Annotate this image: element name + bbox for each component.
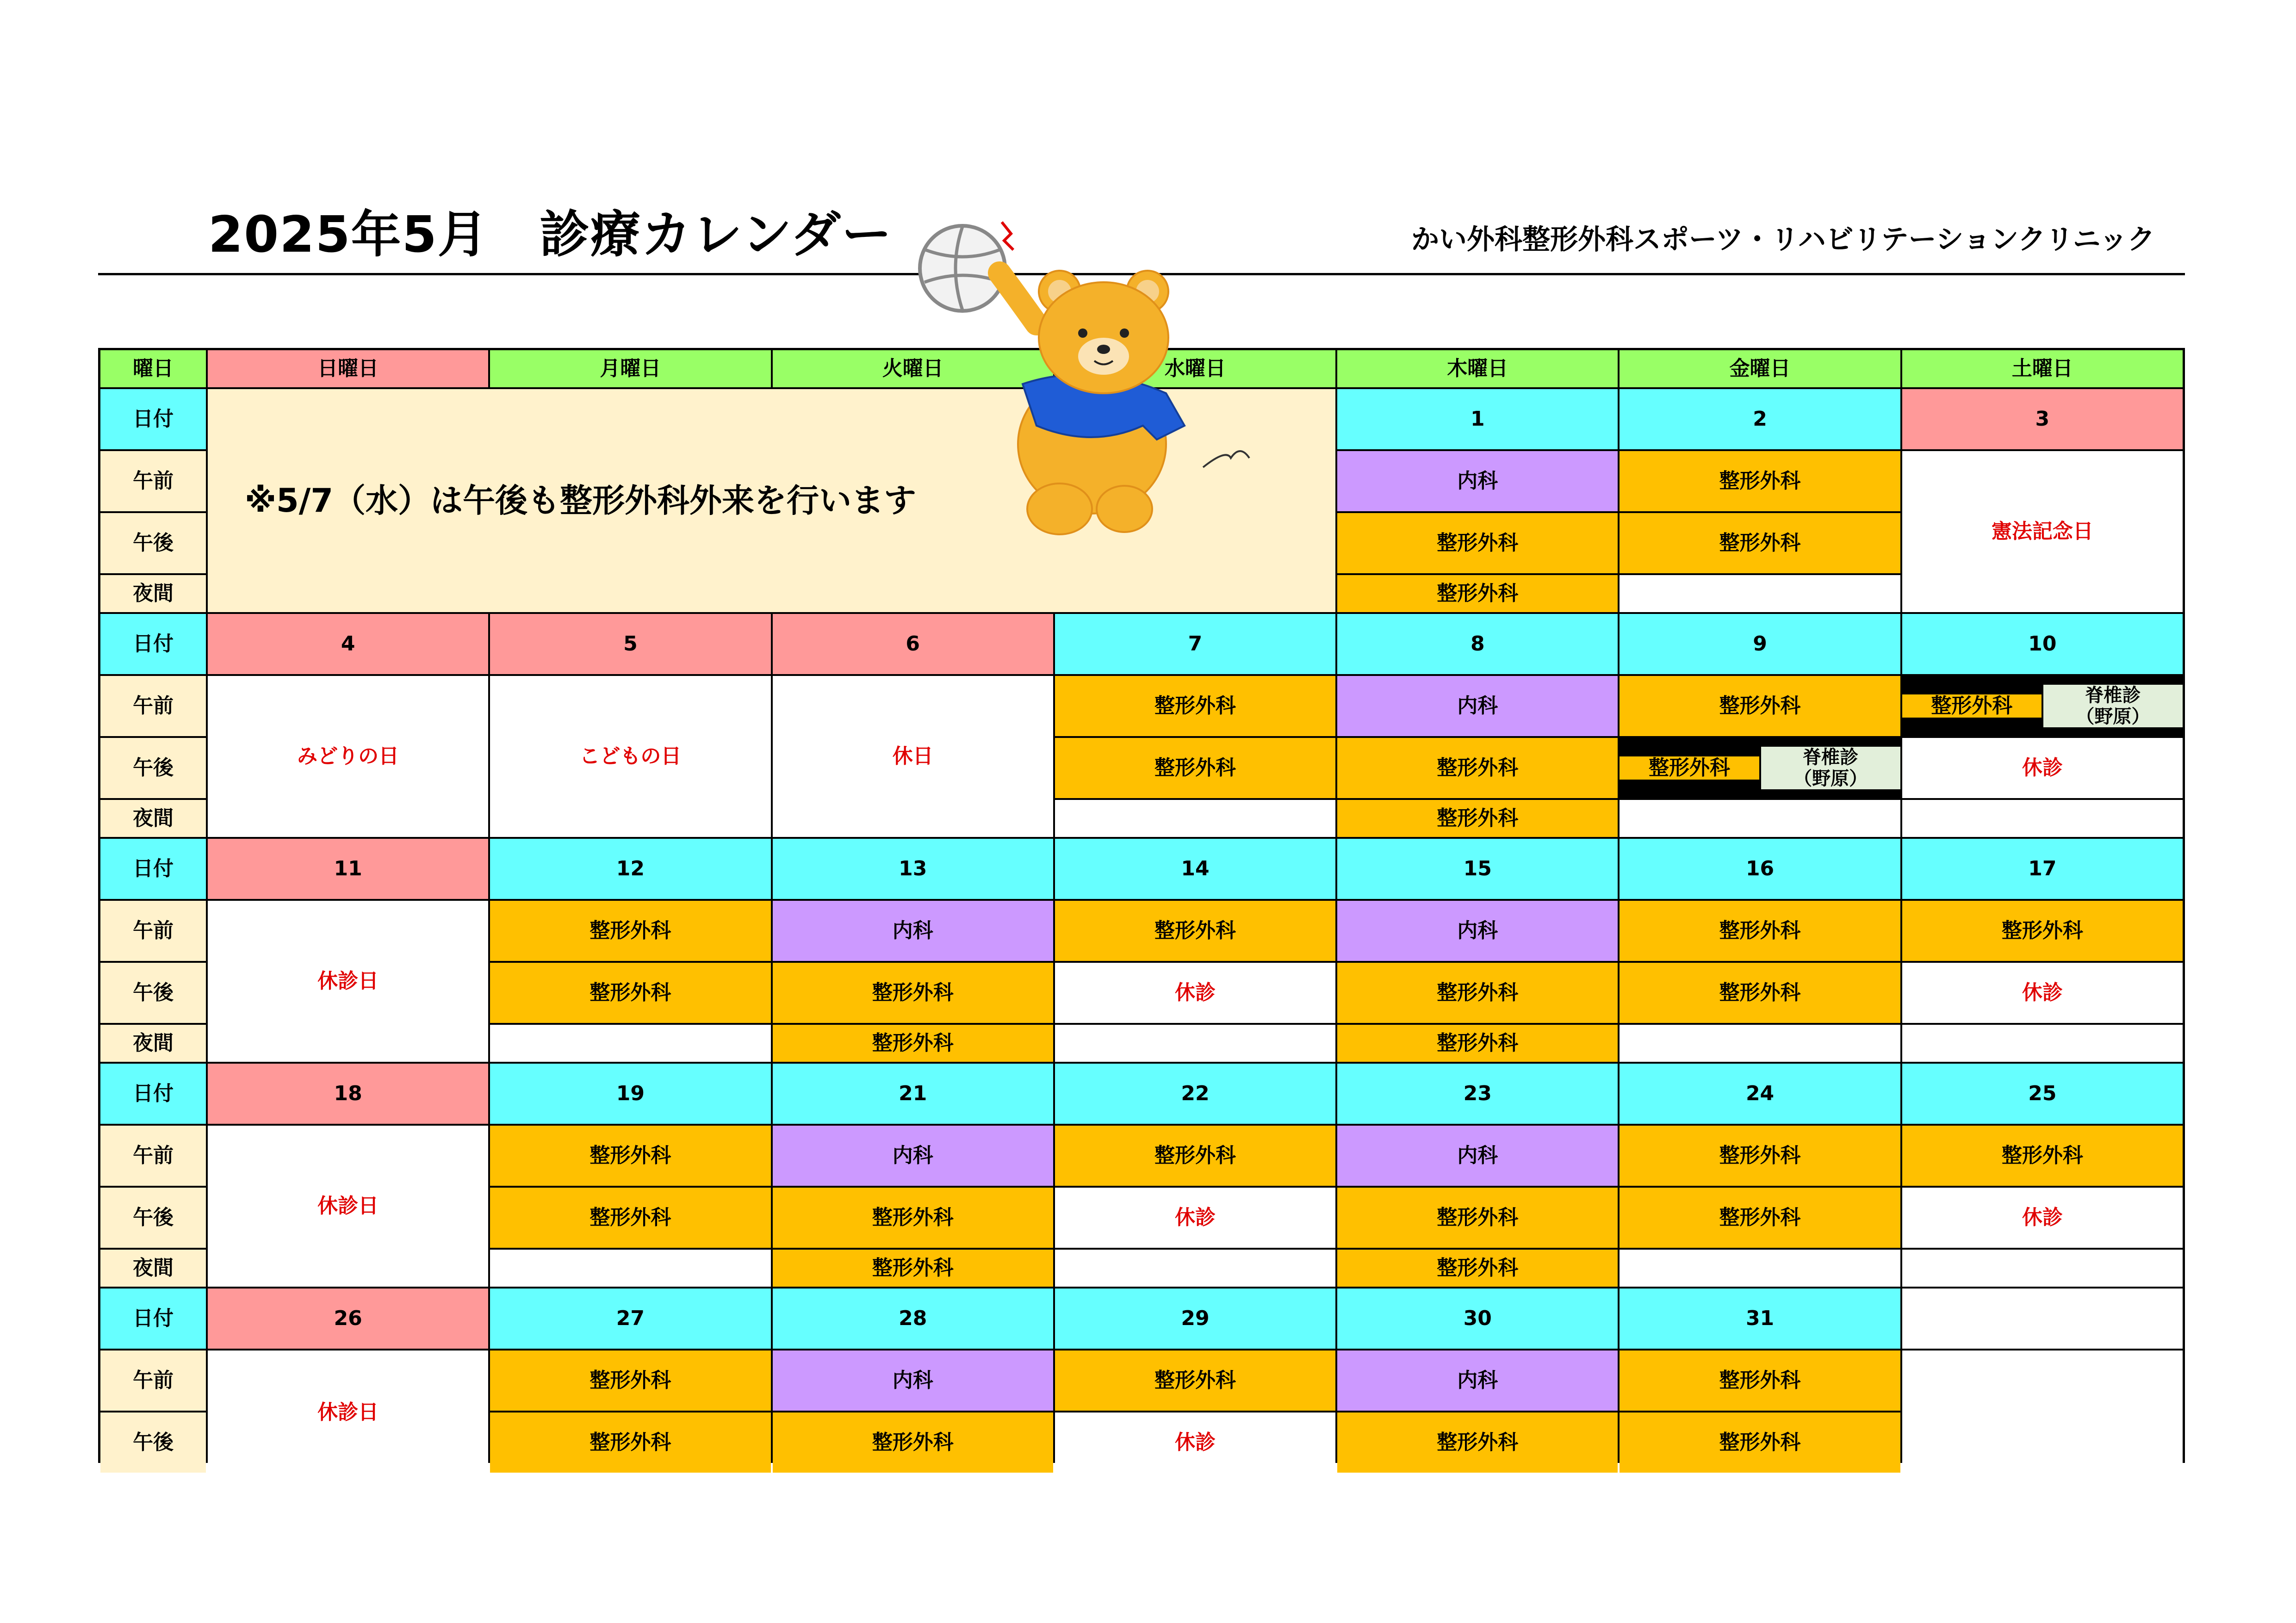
session-inner: 内科	[1337, 901, 1618, 961]
weekday-header: 月曜日	[490, 350, 770, 387]
weekday-header: 土曜日	[1902, 350, 2183, 387]
session-empty	[1902, 1350, 2183, 1474]
session-empty	[1902, 1025, 2183, 1062]
holiday-label: 休日	[773, 676, 1053, 837]
night-row-label: 夜間	[100, 1025, 206, 1062]
date-cell: 24	[1620, 1064, 1900, 1124]
date-cell: 5	[490, 614, 770, 674]
pm-row-label: 午後	[100, 963, 206, 1023]
am-row-label: 午前	[100, 1350, 206, 1411]
session-ortho: 整形外科	[490, 963, 770, 1023]
session-ortho: 整形外科	[1337, 1025, 1618, 1062]
holiday-label: みどりの日	[208, 676, 488, 837]
date-cell: 9	[1620, 614, 1900, 674]
session-closed: 休診	[1902, 738, 2183, 798]
holiday-label: こどもの日	[490, 676, 770, 837]
session-ortho: 整形外科	[773, 1250, 1053, 1287]
am-row-label: 午前	[100, 1126, 206, 1186]
date-cell: 6	[773, 614, 1053, 674]
session-ortho: 整形外科	[1620, 901, 1900, 961]
session-empty	[1902, 800, 2183, 837]
page-title: 2025年5月 診療カレンダー	[208, 206, 893, 264]
session-empty	[1055, 1250, 1335, 1287]
weekday-header: 金曜日	[1620, 350, 1900, 387]
weekday-header: 水曜日	[1055, 350, 1335, 387]
session-empty	[1620, 1025, 1900, 1062]
session-split	[1620, 738, 1900, 798]
session-ortho: 整形外科	[1620, 963, 1900, 1023]
weekday-header: 木曜日	[1337, 350, 1618, 387]
am-row-label: 午前	[100, 676, 206, 736]
session-closed: 休診	[1902, 963, 2183, 1023]
session-ortho: 整形外科	[1620, 1188, 1900, 1248]
session-empty	[490, 1250, 770, 1287]
session-spine: 脊椎診 （野原）	[2043, 685, 2183, 727]
date-cell: 19	[490, 1064, 770, 1124]
weekday-header-label: 曜日	[100, 350, 206, 387]
session-inner: 内科	[1337, 451, 1618, 511]
session-ortho: 整形外科	[773, 1412, 1053, 1473]
session-ortho: 整形外科	[1055, 676, 1335, 736]
bear-mascot-illustration	[907, 208, 1268, 551]
session-ortho: 整形外科	[773, 1025, 1053, 1062]
session-ortho: 整形外科	[1337, 575, 1618, 612]
date-cell: 31	[1620, 1288, 1900, 1349]
session-spine: 脊椎診 （野原）	[1761, 747, 1900, 789]
session-ortho: 整形外科	[1620, 756, 1759, 780]
session-empty	[1902, 1250, 2183, 1287]
session-ortho: 整形外科	[1620, 513, 1900, 573]
session-ortho: 整形外科	[1620, 1126, 1900, 1186]
date-cell: 16	[1620, 839, 1900, 899]
am-row-label: 午前	[100, 451, 206, 511]
closed-day-label: 休診日	[208, 1350, 488, 1474]
date-cell: 23	[1337, 1064, 1618, 1124]
session-ortho: 整形外科	[1620, 451, 1900, 511]
date-row-label: 日付	[100, 1288, 206, 1349]
session-empty	[1620, 800, 1900, 837]
clinic-name: かい外科整形外科スポーツ・リハビリテーションクリニック	[1411, 223, 2155, 256]
session-empty	[1620, 575, 1900, 612]
session-inner: 内科	[1337, 676, 1618, 736]
session-ortho: 整形外科	[1337, 1250, 1618, 1287]
session-ortho: 整形外科	[490, 1188, 770, 1248]
date-cell: 10	[1902, 614, 2183, 674]
date-row-label: 日付	[100, 1064, 206, 1124]
session-split	[1902, 676, 2183, 736]
date-cell: 14	[1055, 839, 1335, 899]
session-ortho: 整形外科	[490, 901, 770, 961]
date-cell: 28	[773, 1288, 1053, 1349]
night-row-label: 夜間	[100, 575, 206, 612]
session-inner: 内科	[1337, 1126, 1618, 1186]
session-inner: 内科	[773, 1350, 1053, 1411]
session-ortho: 整形外科	[1055, 738, 1335, 798]
date-cell: 17	[1902, 839, 2183, 899]
date-cell: 18	[208, 1064, 488, 1124]
session-ortho: 整形外科	[490, 1350, 770, 1411]
weekday-header: 火曜日	[773, 350, 1053, 387]
date-cell: 12	[490, 839, 770, 899]
date-cell: 29	[1055, 1288, 1335, 1349]
date-cell: 3	[1902, 389, 2183, 449]
date-row-label: 日付	[100, 614, 206, 674]
session-ortho: 整形外科	[1337, 963, 1618, 1023]
session-ortho: 整形外科	[1337, 800, 1618, 837]
pm-row-label: 午後	[100, 738, 206, 798]
holiday-label: 憲法記念日	[1902, 451, 2183, 612]
session-ortho: 整形外科	[1337, 1188, 1618, 1248]
session-ortho: 整形外科	[1055, 1350, 1335, 1411]
session-empty	[1055, 1025, 1335, 1062]
date-cell: 1	[1337, 389, 1618, 449]
pm-row-label: 午後	[100, 513, 206, 573]
session-ortho: 整形外科	[773, 1188, 1053, 1248]
night-row-label: 夜間	[100, 800, 206, 837]
session-inner: 内科	[1337, 1350, 1618, 1411]
date-cell: 7	[1055, 614, 1335, 674]
date-cell: 27	[490, 1288, 770, 1349]
session-empty	[490, 1025, 770, 1062]
date-cell: 8	[1337, 614, 1618, 674]
date-cell: 30	[1337, 1288, 1618, 1349]
session-closed: 休診	[1902, 1188, 2183, 1248]
closed-day-label: 休診日	[208, 1126, 488, 1287]
session-ortho: 整形外科	[1902, 694, 2042, 718]
session-ortho: 整形外科	[1902, 901, 2183, 961]
date-cell: 4	[208, 614, 488, 674]
weekday-header: 日曜日	[208, 350, 488, 387]
session-ortho: 整形外科	[1055, 901, 1335, 961]
date-cell: 15	[1337, 839, 1618, 899]
session-ortho: 整形外科	[1337, 513, 1618, 573]
session-ortho: 整形外科	[773, 963, 1053, 1023]
pm-row-label: 午後	[100, 1188, 206, 1248]
session-ortho: 整形外科	[1620, 676, 1900, 736]
date-row-label: 日付	[100, 839, 206, 899]
closed-day-label: 休診日	[208, 901, 488, 1062]
session-ortho: 整形外科	[490, 1126, 770, 1186]
am-row-label: 午前	[100, 901, 206, 961]
session-ortho: 整形外科	[490, 1412, 770, 1473]
notice-box: ※5/7（水）は午後も整形外科外来を行います	[208, 389, 1335, 612]
date-cell: 11	[208, 839, 488, 899]
session-empty	[1055, 800, 1335, 837]
night-row-label: 夜間	[100, 1250, 206, 1287]
session-ortho: 整形外科	[1620, 1412, 1900, 1473]
session-closed: 休診	[1055, 1412, 1335, 1473]
session-ortho: 整形外科	[1902, 1126, 2183, 1186]
session-ortho: 整形外科	[1055, 1126, 1335, 1186]
session-inner: 内科	[773, 901, 1053, 961]
date-cell: 22	[1055, 1064, 1335, 1124]
session-closed: 休診	[1055, 1188, 1335, 1248]
date-row-label: 日付	[100, 389, 206, 449]
date-cell: 25	[1902, 1064, 2183, 1124]
pm-row-label: 午後	[100, 1412, 206, 1473]
session-closed: 休診	[1055, 963, 1335, 1023]
session-ortho: 整形外科	[1620, 1350, 1900, 1411]
date-cell: 26	[208, 1288, 488, 1349]
date-cell: 2	[1620, 389, 1900, 449]
session-ortho: 整形外科	[1337, 1412, 1618, 1473]
date-cell: 21	[773, 1064, 1053, 1124]
session-inner: 内科	[773, 1126, 1053, 1186]
session-ortho: 整形外科	[1337, 738, 1618, 798]
date-cell-empty	[1902, 1288, 2183, 1349]
date-cell: 13	[773, 839, 1053, 899]
session-empty	[1620, 1250, 1900, 1287]
